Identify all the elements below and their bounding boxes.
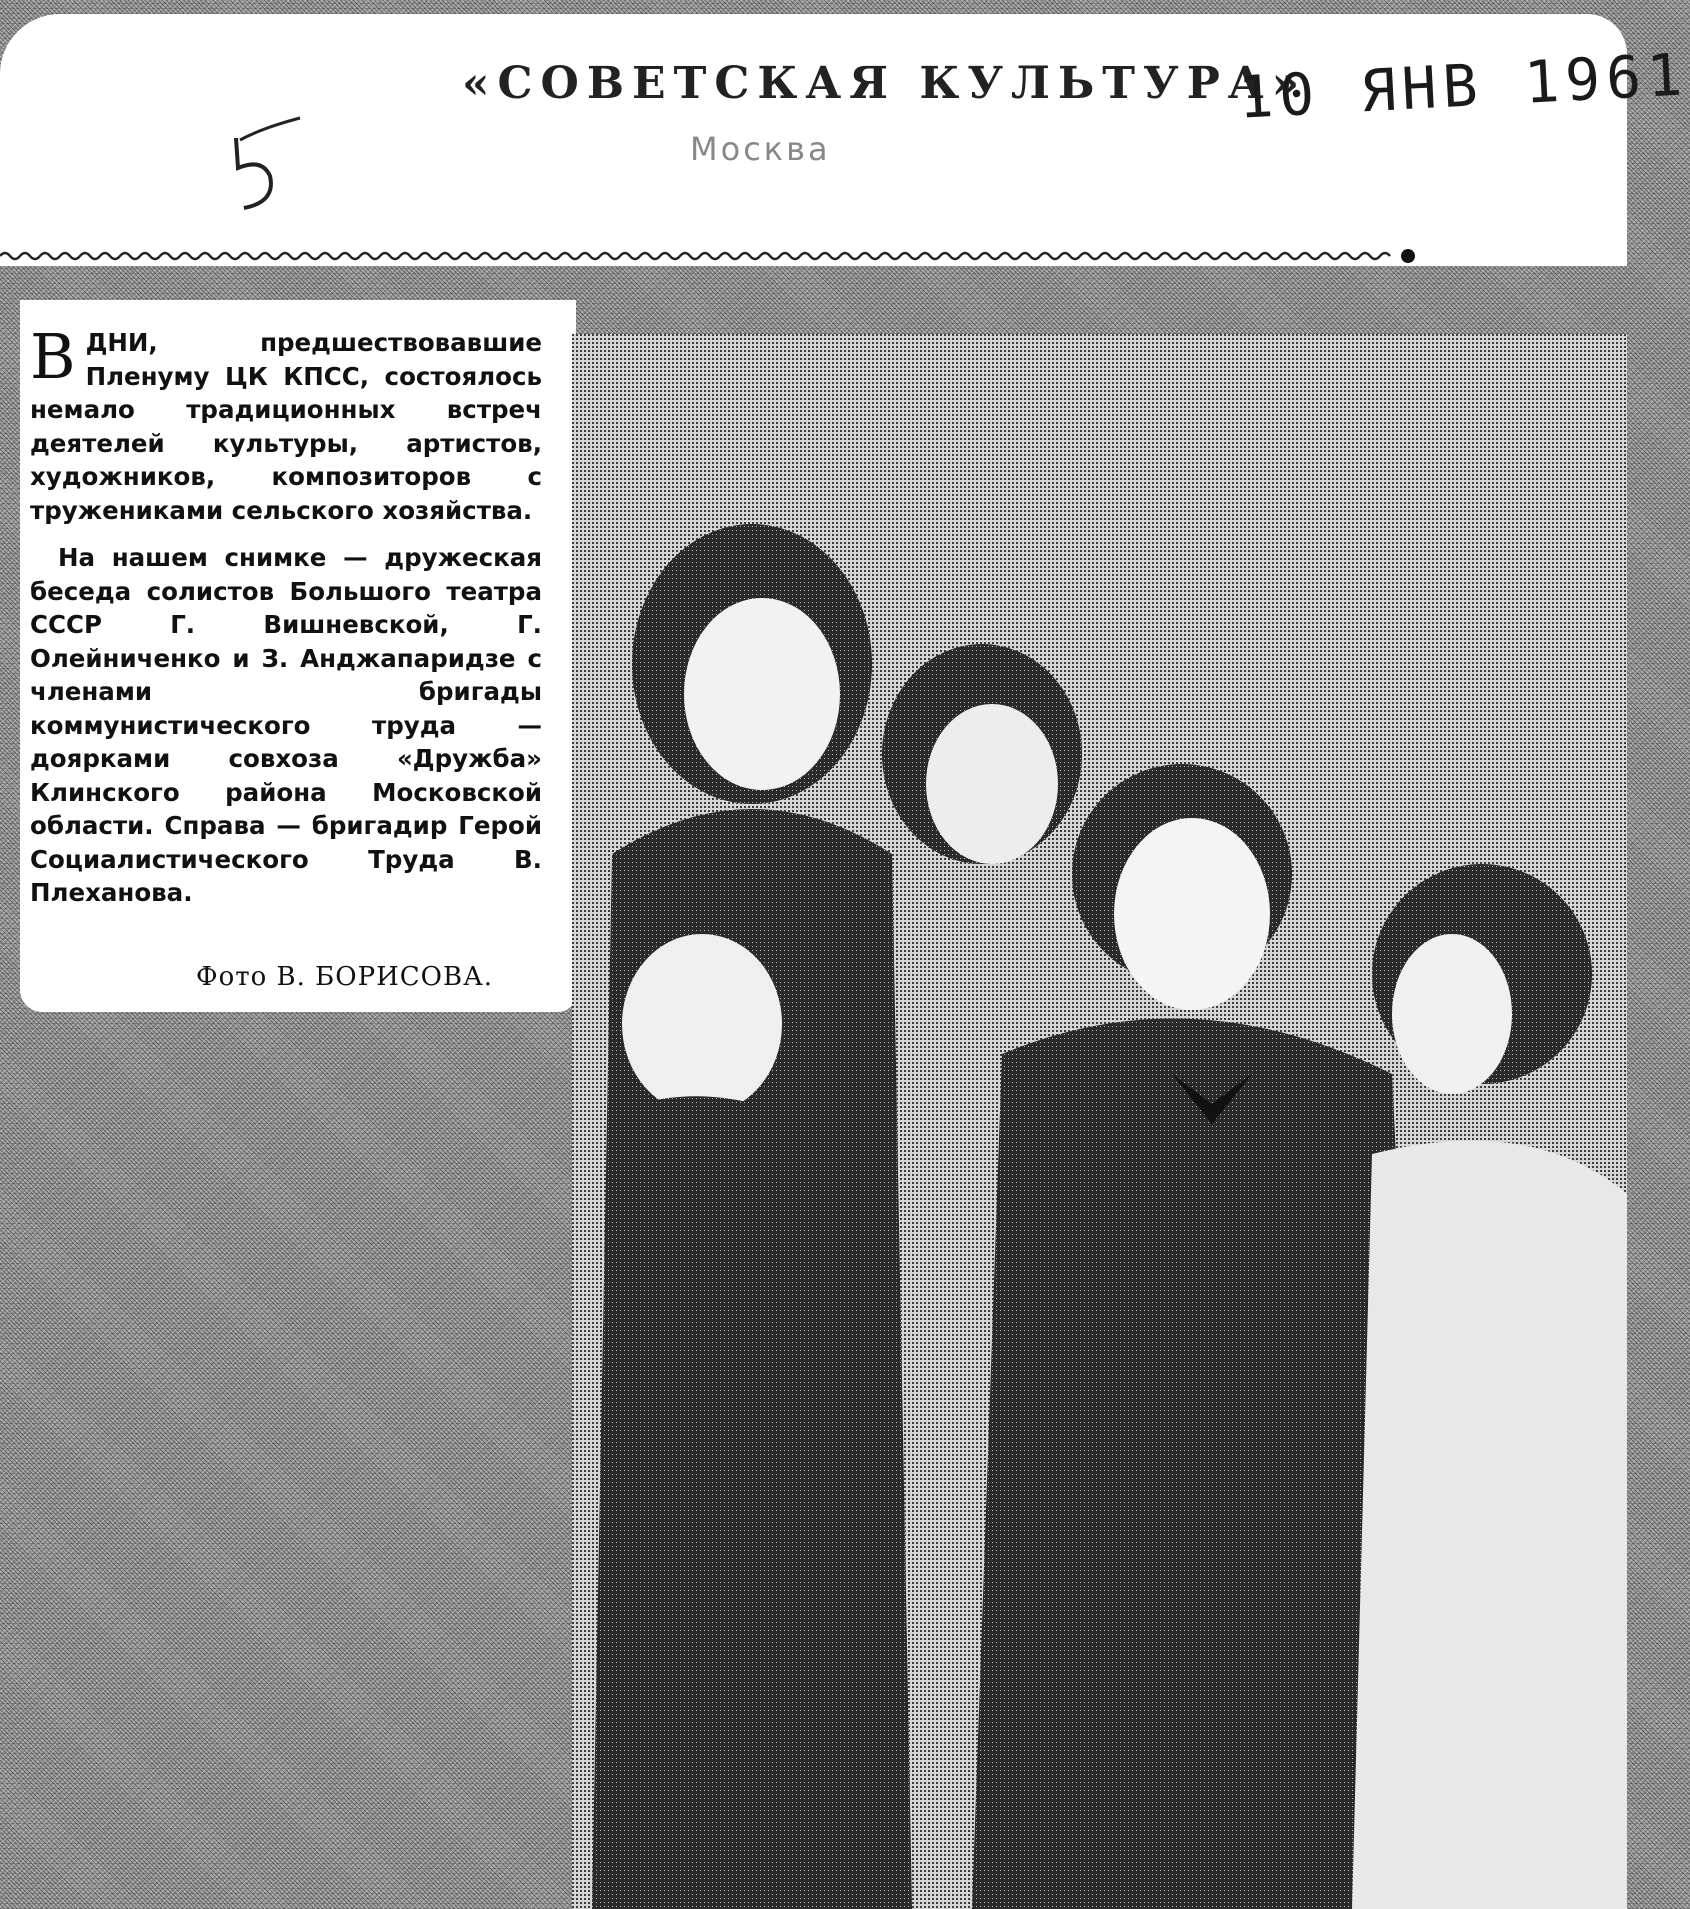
handwritten-page-mark — [222, 110, 332, 220]
article-paragraph-1-text: ДНИ, предшествовавшие Пленуму ЦК КПСС, состоялось немало традиционных встреч деятелей культуры, артистов, художников, композиторов с тружениками сельского хозяйства. — [30, 328, 542, 525]
article-paragraph-1 — [30, 320, 542, 527]
date-stamp: 10 ЯНВ 1961 — [1236, 40, 1690, 132]
drop-cap: В — [30, 320, 76, 393]
city-label: Москва — [690, 130, 831, 168]
figure-woman-center — [882, 644, 1082, 864]
photo-credit: Фото В. БОРИСОВА. — [196, 962, 494, 992]
wavy-divider — [0, 248, 1420, 264]
group-photo — [572, 334, 1627, 1909]
article-text — [30, 320, 542, 910]
newspaper-masthead: «СОВЕТСКАЯ КУЛЬТУРА» — [462, 58, 1308, 109]
article-paragraph-2: На нашем снимке — дружеская беседа солистов Большого театра СССР Г. Вишневской, Г. Олейниченко и З. Анджапаридзе с членами бригады коммунистического труда — доярками совхоза «Дружба» Клинского района Московской области. Справа — бригадир Герой Социалистического Труда В. Плеханова. — [30, 543, 542, 907]
